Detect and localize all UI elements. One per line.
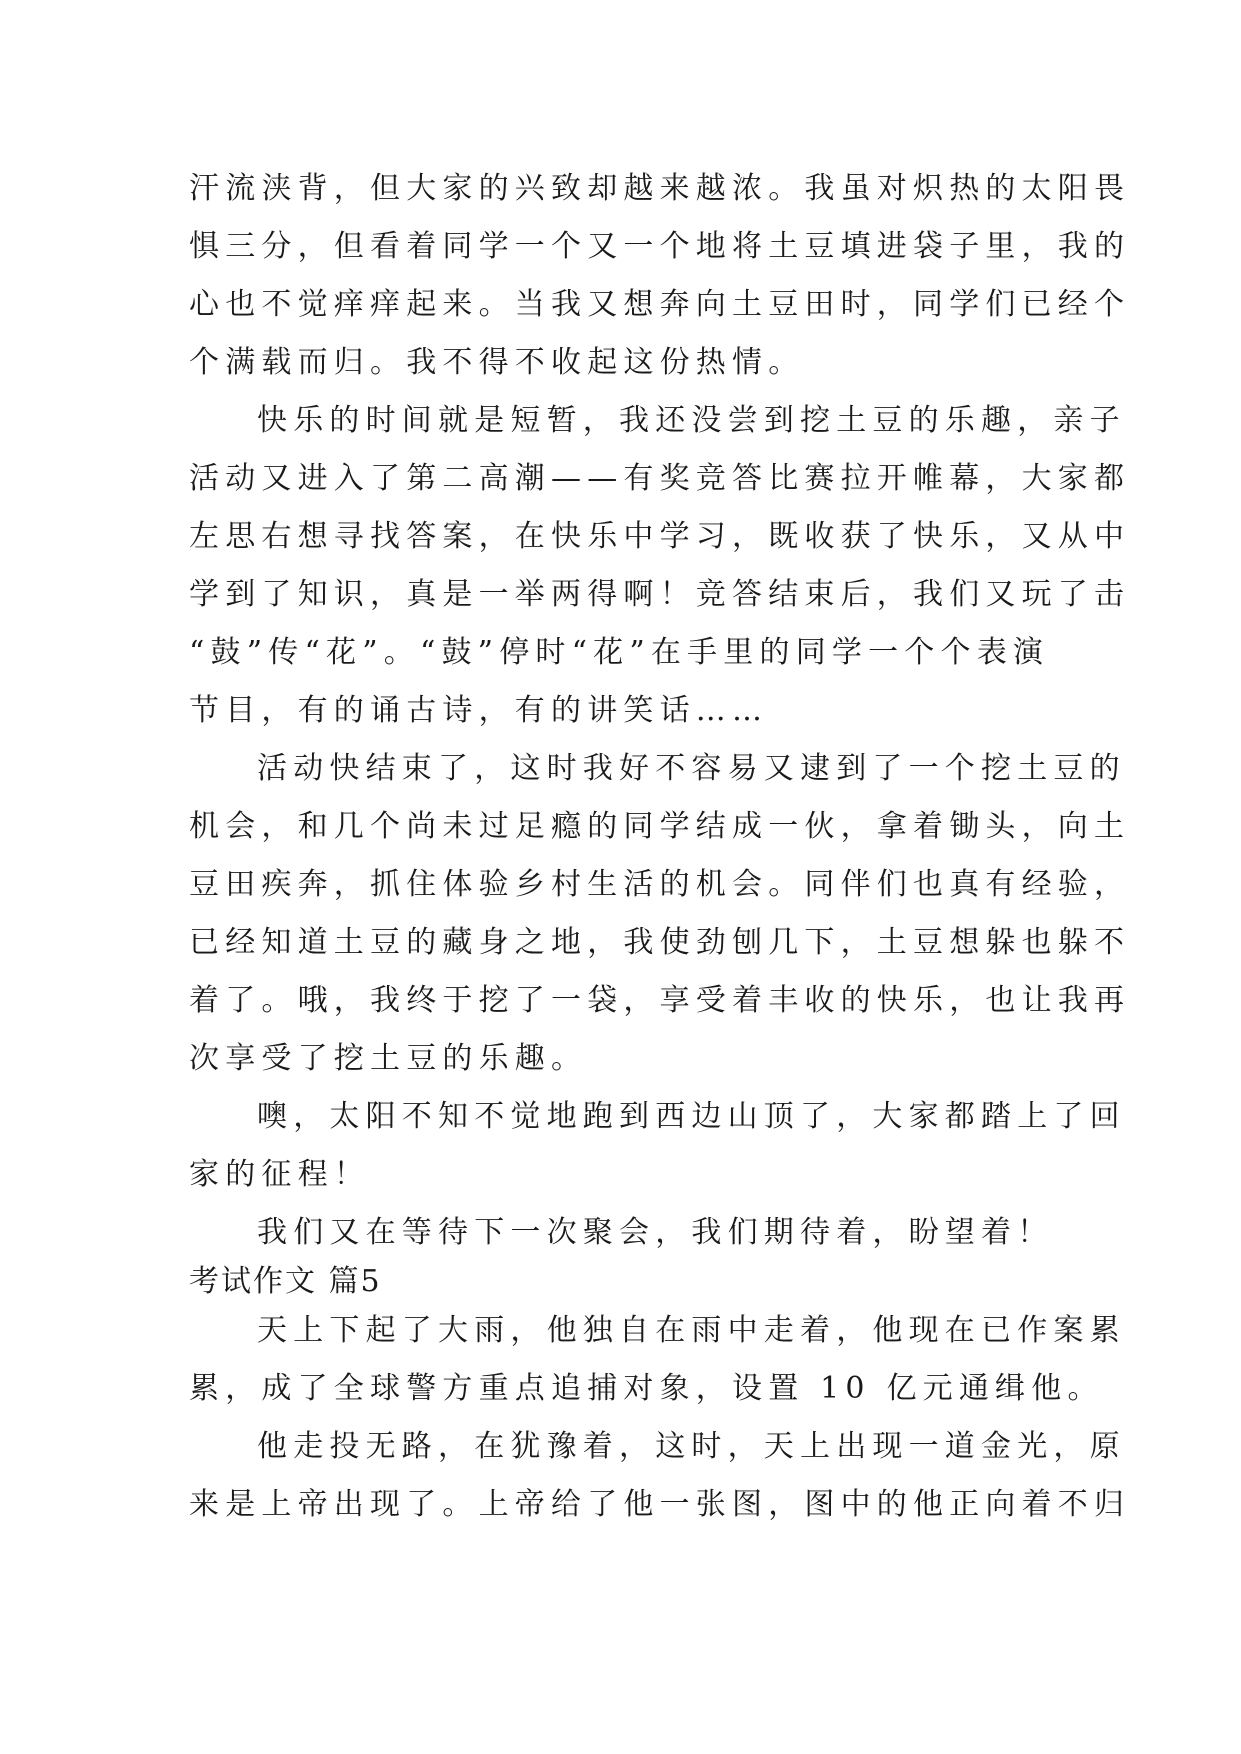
paragraph-line: 次享受了挖土豆的乐趣。 [189,1041,588,1076]
paragraph-line: 学到了知识，真是一举两得啊！竞答结束后，我们又玩了击 [189,577,1131,612]
paragraph-line: 节目，有的诵古诗，有的讲笑话…… [189,693,769,728]
paragraph-line: 家的征程！ [189,1157,370,1192]
paragraph-line: 汗流浃背，但大家的兴致却越来越浓。我虽对炽热的太阳畏 [189,171,1131,206]
paragraph-line: 左思右想寻找答案，在快乐中学习，既收获了快乐，又从中 [189,519,1131,554]
paragraph-line: 快乐的时间就是短暂，我还没尝到挖土豆的乐趣，亲子 [257,403,1126,438]
paragraph-line: 他走投无路，在犹豫着，这时，天上出现一道金光，原 [257,1429,1126,1464]
paragraph-line: 心也不觉痒痒起来。当我又想奔向土豆田时，同学们已经个 [189,287,1131,322]
paragraph-line: 噢，太阳不知不觉地跑到西边山顶了，大家都踏上了回 [257,1099,1126,1134]
paragraph-line: 天上下起了大雨，他独自在雨中走着，他现在已作案累 [257,1313,1126,1348]
paragraph-line: 着了。哦，我终于挖了一袋，享受着丰收的快乐，也让我再 [189,983,1131,1018]
paragraph-line: 机会，和几个尚未过足瘾的同学结成一伙，拿着锄头，向土 [189,809,1131,844]
paragraph-line: 个满载而归。我不得不收起这份热情。 [189,345,805,380]
paragraph-line: 已经知道土豆的藏身之地，我使劲刨几下，土豆想躲也躲不 [189,925,1131,960]
paragraph-line: 我们又在等待下一次聚会，我们期待着，盼望着！ [257,1215,1054,1250]
paragraph-line: 惧三分，但看着同学一个又一个地将土豆填进袋子里，我的 [189,229,1131,264]
paragraph-line: 活动快结束了，这时我好不容易又逮到了一个挖土豆的 [257,751,1126,786]
essay-text [189,160,1131,1534]
paragraph-line: 活动又进入了第二高潮——有奖竞答比赛拉开帷幕，大家都 [189,461,1131,496]
paragraph-line: “鼓”传“花”。“鼓”停时“花”在手里的同学一个个表演 [189,635,1050,670]
paragraph-line: 累，成了全球警方重点追捕对象，设置 10 亿元通缉他。 [189,1371,1104,1406]
paragraph-line: 来是上帝出现了。上帝给了他一张图，图中的他正向着不归 [189,1487,1131,1522]
section-heading: 考试作文 篇5 [189,1264,382,1299]
paragraph-line: 豆田疾奔，抓住体验乡村生活的机会。同伴们也真有经验， [189,867,1131,902]
